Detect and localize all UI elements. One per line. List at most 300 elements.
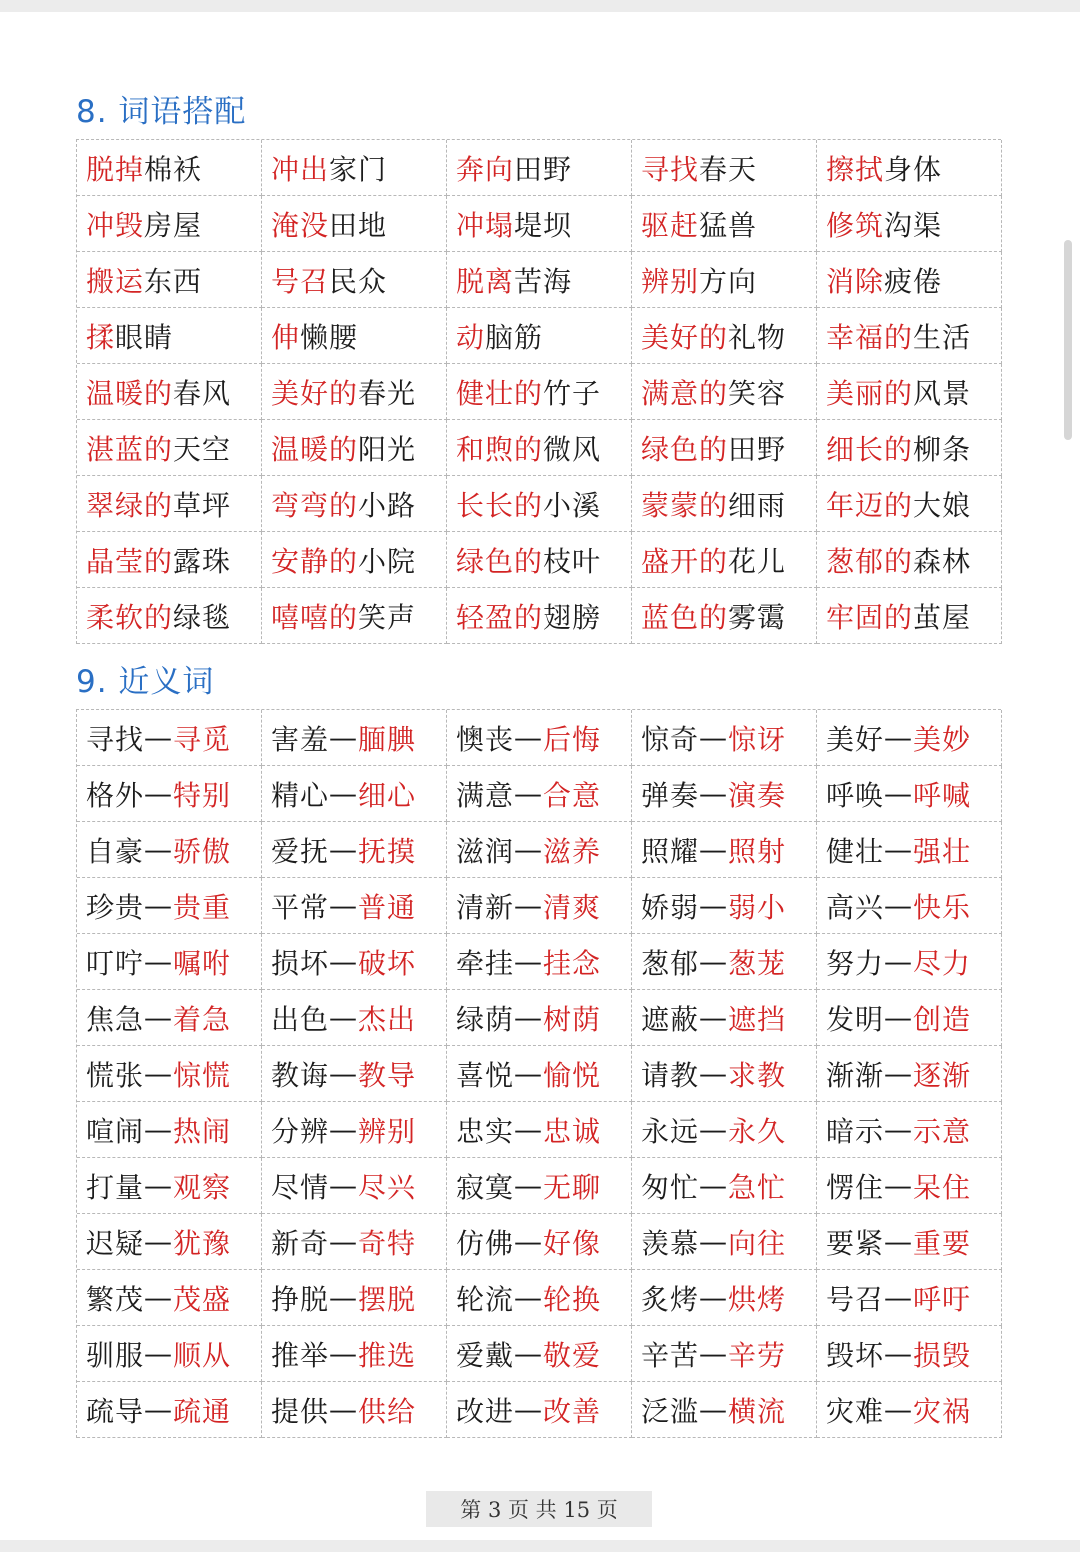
synonym-match: 推选 bbox=[358, 1338, 417, 1372]
synonym-match: 葱茏 bbox=[728, 946, 787, 980]
collocation-table bbox=[76, 139, 1001, 644]
collocation-cell bbox=[262, 476, 447, 532]
collocation-modifier: 安静的 bbox=[271, 544, 359, 578]
collocation-cell bbox=[817, 140, 1002, 196]
synonym-separator: — bbox=[699, 1001, 729, 1034]
synonym-match: 合意 bbox=[543, 778, 602, 812]
collocation-cell bbox=[447, 532, 632, 588]
synonym-match: 滋养 bbox=[543, 834, 602, 868]
collocation-modifier: 幸福的 bbox=[826, 320, 914, 354]
synonym-word: 娇弱 bbox=[641, 890, 700, 924]
synonym-word: 灾难 bbox=[826, 1394, 885, 1428]
synonym-word: 精心 bbox=[271, 778, 330, 812]
collocation-modifier: 温暖的 bbox=[271, 432, 359, 466]
synonym-word: 尽情 bbox=[271, 1170, 330, 1204]
synonym-word: 寻找 bbox=[86, 722, 145, 756]
synonym-cell bbox=[632, 878, 817, 934]
collocation-noun: 雾霭 bbox=[728, 600, 787, 634]
synonym-word: 喧闹 bbox=[86, 1114, 145, 1148]
synonym-word: 分辨 bbox=[271, 1114, 330, 1148]
synonym-separator: — bbox=[329, 1225, 359, 1258]
synonym-cell bbox=[77, 934, 262, 990]
synonym-match: 创造 bbox=[913, 1002, 972, 1036]
synonym-word: 暗示 bbox=[826, 1114, 885, 1148]
synonym-cell bbox=[77, 1158, 262, 1214]
collocation-modifier: 盛开的 bbox=[641, 544, 729, 578]
collocation-cell bbox=[632, 532, 817, 588]
synonym-word: 懊丧 bbox=[456, 722, 515, 756]
synonym-separator: — bbox=[144, 889, 174, 922]
collocation-noun: 茧屋 bbox=[913, 600, 972, 634]
synonym-cell bbox=[447, 1214, 632, 1270]
synonym-separator: — bbox=[144, 1057, 174, 1090]
synonym-match: 犹豫 bbox=[173, 1226, 232, 1260]
synonym-separator: — bbox=[699, 1169, 729, 1202]
collocation-noun: 民众 bbox=[329, 264, 388, 298]
synonym-word: 教诲 bbox=[271, 1058, 330, 1092]
synonym-cell bbox=[262, 1158, 447, 1214]
collocation-cell bbox=[447, 140, 632, 196]
synonym-cell bbox=[77, 990, 262, 1046]
collocation-modifier: 修筑 bbox=[826, 208, 885, 242]
synonym-match: 损毁 bbox=[913, 1338, 972, 1372]
synonym-word: 惊奇 bbox=[641, 722, 700, 756]
synonym-cell bbox=[447, 1270, 632, 1326]
synonym-match: 尽兴 bbox=[358, 1170, 417, 1204]
synonym-match: 呼喊 bbox=[913, 778, 972, 812]
collocation-cell bbox=[817, 420, 1002, 476]
synonym-word: 焦急 bbox=[86, 1002, 145, 1036]
synonym-separator: — bbox=[329, 1337, 359, 1370]
synonym-separator: — bbox=[514, 889, 544, 922]
collocation-modifier: 冲塌 bbox=[456, 208, 515, 242]
synonym-cell bbox=[447, 766, 632, 822]
synonym-match: 快乐 bbox=[913, 890, 972, 924]
synonym-separator: — bbox=[884, 945, 914, 978]
synonym-cell bbox=[447, 934, 632, 990]
synonym-table bbox=[76, 709, 1001, 1438]
synonym-word: 永远 bbox=[641, 1114, 700, 1148]
synonym-separator: — bbox=[884, 889, 914, 922]
synonym-word: 忠实 bbox=[456, 1114, 515, 1148]
synonym-cell bbox=[77, 766, 262, 822]
collocation-cell bbox=[447, 196, 632, 252]
collocation-noun: 田野 bbox=[514, 152, 573, 186]
collocation-modifier: 满意的 bbox=[641, 376, 729, 410]
synonym-word: 仿佛 bbox=[456, 1226, 515, 1260]
synonym-match: 后悔 bbox=[543, 722, 602, 756]
synonym-word: 高兴 bbox=[826, 890, 885, 924]
collocation-cell bbox=[77, 532, 262, 588]
collocation-cell bbox=[262, 532, 447, 588]
synonym-match: 逐渐 bbox=[913, 1058, 972, 1092]
synonym-word: 损坏 bbox=[271, 946, 330, 980]
synonym-cell bbox=[447, 1382, 632, 1438]
synonym-cell bbox=[262, 1046, 447, 1102]
synonym-word: 照耀 bbox=[641, 834, 700, 868]
collocation-cell bbox=[77, 308, 262, 364]
synonym-word: 愣住 bbox=[826, 1170, 885, 1204]
synonym-cell bbox=[447, 990, 632, 1046]
collocation-modifier: 绿色的 bbox=[641, 432, 729, 466]
synonym-cell bbox=[817, 990, 1002, 1046]
scrollbar[interactable] bbox=[1064, 240, 1072, 440]
synonym-cell bbox=[262, 1326, 447, 1382]
synonym-word: 号召 bbox=[826, 1282, 885, 1316]
synonym-word: 葱郁 bbox=[641, 946, 700, 980]
collocation-noun: 笑声 bbox=[358, 600, 417, 634]
synonym-separator: — bbox=[699, 833, 729, 866]
collocation-cell bbox=[632, 364, 817, 420]
collocation-modifier: 晶莹的 bbox=[86, 544, 174, 578]
synonym-match: 特别 bbox=[173, 778, 232, 812]
collocation-modifier: 细长的 bbox=[826, 432, 914, 466]
collocation-cell bbox=[262, 588, 447, 644]
synonym-separator: — bbox=[144, 1337, 174, 1370]
collocation-noun: 苦海 bbox=[514, 264, 573, 298]
synonym-word: 迟疑 bbox=[86, 1226, 145, 1260]
synonym-separator: — bbox=[514, 1057, 544, 1090]
synonym-word: 繁茂 bbox=[86, 1282, 145, 1316]
synonym-word: 出色 bbox=[271, 1002, 330, 1036]
collocation-cell bbox=[77, 364, 262, 420]
collocation-modifier: 柔软的 bbox=[86, 600, 174, 634]
synonym-cell bbox=[632, 1270, 817, 1326]
synonym-separator: — bbox=[329, 833, 359, 866]
synonym-cell bbox=[632, 1158, 817, 1214]
collocation-noun: 绿毯 bbox=[173, 600, 232, 634]
section-8-title: 8. 词语搭配 bbox=[76, 94, 247, 130]
synonym-cell bbox=[632, 822, 817, 878]
synonym-match: 美妙 bbox=[913, 722, 972, 756]
synonym-match: 横流 bbox=[728, 1394, 787, 1428]
synonym-match: 细心 bbox=[358, 778, 417, 812]
synonym-match: 向往 bbox=[728, 1226, 787, 1260]
synonym-word: 挣脱 bbox=[271, 1282, 330, 1316]
synonym-word: 自豪 bbox=[86, 834, 145, 868]
synonym-separator: — bbox=[144, 945, 174, 978]
synonym-match: 改善 bbox=[543, 1394, 602, 1428]
collocation-modifier: 美好的 bbox=[271, 376, 359, 410]
synonym-match: 杰出 bbox=[358, 1002, 417, 1036]
collocation-cell bbox=[77, 252, 262, 308]
synonym-word: 喜悦 bbox=[456, 1058, 515, 1092]
synonym-word: 绿荫 bbox=[456, 1002, 515, 1036]
synonym-separator: — bbox=[699, 721, 729, 754]
collocation-cell bbox=[262, 308, 447, 364]
synonym-match: 无聊 bbox=[543, 1170, 602, 1204]
synonym-separator: — bbox=[514, 833, 544, 866]
synonym-cell bbox=[817, 878, 1002, 934]
synonym-word: 驯服 bbox=[86, 1338, 145, 1372]
collocation-cell bbox=[262, 196, 447, 252]
synonym-separator: — bbox=[514, 945, 544, 978]
synonym-separator: — bbox=[514, 1393, 544, 1426]
synonym-word: 珍贵 bbox=[86, 890, 145, 924]
synonym-separator: — bbox=[144, 1113, 174, 1146]
collocation-cell bbox=[262, 252, 447, 308]
collocation-modifier: 擦拭 bbox=[826, 152, 885, 186]
synonym-separator: — bbox=[884, 1337, 914, 1370]
collocation-noun: 懒腰 bbox=[300, 320, 359, 354]
collocation-noun: 枝叶 bbox=[543, 544, 602, 578]
collocation-cell bbox=[447, 420, 632, 476]
collocation-cell bbox=[447, 588, 632, 644]
synonym-separator: — bbox=[144, 1393, 174, 1426]
synonym-cell bbox=[632, 934, 817, 990]
collocation-cell bbox=[447, 308, 632, 364]
synonym-word: 渐渐 bbox=[826, 1058, 885, 1092]
synonym-cell bbox=[632, 710, 817, 766]
synonym-cell bbox=[817, 1326, 1002, 1382]
synonym-match: 顺从 bbox=[173, 1338, 232, 1372]
collocation-modifier: 嘻嘻的 bbox=[271, 600, 359, 634]
synonym-word: 发明 bbox=[826, 1002, 885, 1036]
synonym-word: 滋润 bbox=[456, 834, 515, 868]
collocation-noun: 阳光 bbox=[358, 432, 417, 466]
synonym-match: 观察 bbox=[173, 1170, 232, 1204]
synonym-match: 惊讶 bbox=[728, 722, 787, 756]
synonym-word: 羡慕 bbox=[641, 1226, 700, 1260]
synonym-match: 茂盛 bbox=[173, 1282, 232, 1316]
synonym-separator: — bbox=[884, 1057, 914, 1090]
synonym-match: 强壮 bbox=[913, 834, 972, 868]
collocation-noun: 东西 bbox=[144, 264, 203, 298]
collocation-modifier: 寻找 bbox=[641, 152, 700, 186]
synonym-match: 演奏 bbox=[728, 778, 787, 812]
synonym-word: 健壮 bbox=[826, 834, 885, 868]
synonym-match: 灾祸 bbox=[913, 1394, 972, 1428]
collocation-noun: 疲倦 bbox=[884, 264, 943, 298]
synonym-cell bbox=[817, 1158, 1002, 1214]
synonym-cell bbox=[262, 766, 447, 822]
collocation-modifier: 奔向 bbox=[456, 152, 515, 186]
synonym-match: 腼腆 bbox=[358, 722, 417, 756]
synonym-cell bbox=[262, 1382, 447, 1438]
synonym-match: 奇特 bbox=[358, 1226, 417, 1260]
synonym-separator: — bbox=[884, 777, 914, 810]
collocation-noun: 眼睛 bbox=[115, 320, 174, 354]
synonym-separator: — bbox=[329, 889, 359, 922]
synonym-match: 敬爱 bbox=[543, 1338, 602, 1372]
collocation-noun: 风景 bbox=[913, 376, 972, 410]
page-indicator: 第 3 页 共 15 页 bbox=[426, 1491, 652, 1527]
collocation-cell bbox=[632, 476, 817, 532]
synonym-separator: — bbox=[329, 721, 359, 754]
collocation-cell bbox=[632, 308, 817, 364]
collocation-cell bbox=[817, 532, 1002, 588]
synonym-match: 烘烤 bbox=[728, 1282, 787, 1316]
synonym-separator: — bbox=[884, 1169, 914, 1202]
synonym-match: 弱小 bbox=[728, 890, 787, 924]
collocation-cell bbox=[262, 364, 447, 420]
collocation-modifier: 绿色的 bbox=[456, 544, 544, 578]
collocation-cell bbox=[817, 196, 1002, 252]
synonym-cell bbox=[77, 822, 262, 878]
synonym-cell bbox=[262, 878, 447, 934]
synonym-match: 遮挡 bbox=[728, 1002, 787, 1036]
synonym-word: 疏导 bbox=[86, 1394, 145, 1428]
synonym-word: 爱戴 bbox=[456, 1338, 515, 1372]
synonym-cell bbox=[262, 934, 447, 990]
collocation-noun: 春天 bbox=[699, 152, 758, 186]
synonym-match: 辛劳 bbox=[728, 1338, 787, 1372]
collocation-noun: 小院 bbox=[358, 544, 417, 578]
synonym-word: 毁坏 bbox=[826, 1338, 885, 1372]
synonym-separator: — bbox=[884, 1113, 914, 1146]
collocation-noun: 脑筋 bbox=[485, 320, 544, 354]
synonym-match: 抚摸 bbox=[358, 834, 417, 868]
synonym-separator: — bbox=[144, 1225, 174, 1258]
collocation-modifier: 动 bbox=[456, 320, 486, 354]
synonym-separator: — bbox=[144, 1281, 174, 1314]
synonym-match: 永久 bbox=[728, 1114, 787, 1148]
synonym-separator: — bbox=[329, 1001, 359, 1034]
synonym-match: 重要 bbox=[913, 1226, 972, 1260]
collocation-modifier: 脱离 bbox=[456, 264, 515, 298]
synonym-separator: — bbox=[144, 721, 174, 754]
synonym-match: 尽力 bbox=[913, 946, 972, 980]
collocation-noun: 天空 bbox=[173, 432, 232, 466]
synonym-word: 匆忙 bbox=[641, 1170, 700, 1204]
synonym-cell bbox=[447, 1326, 632, 1382]
collocation-cell bbox=[77, 476, 262, 532]
synonym-match: 急忙 bbox=[728, 1170, 787, 1204]
collocation-noun: 堤坝 bbox=[514, 208, 573, 242]
collocation-modifier: 驱赶 bbox=[641, 208, 700, 242]
synonym-cell bbox=[77, 1102, 262, 1158]
synonym-cell bbox=[262, 1102, 447, 1158]
collocation-noun: 猛兽 bbox=[699, 208, 758, 242]
collocation-noun: 春光 bbox=[358, 376, 417, 410]
synonym-match: 疏通 bbox=[173, 1394, 232, 1428]
collocation-modifier: 辨别 bbox=[641, 264, 700, 298]
synonym-match: 热闹 bbox=[173, 1114, 232, 1148]
synonym-separator: — bbox=[884, 1393, 914, 1426]
synonym-separator: — bbox=[699, 777, 729, 810]
collocation-modifier: 美丽的 bbox=[826, 376, 914, 410]
collocation-cell bbox=[817, 588, 1002, 644]
synonym-cell bbox=[817, 934, 1002, 990]
synonym-cell bbox=[632, 1214, 817, 1270]
synonym-word: 满意 bbox=[456, 778, 515, 812]
synonym-match: 轮换 bbox=[543, 1282, 602, 1316]
synonym-cell bbox=[77, 878, 262, 934]
synonym-cell bbox=[262, 1270, 447, 1326]
synonym-separator: — bbox=[144, 777, 174, 810]
collocation-noun: 细雨 bbox=[728, 488, 787, 522]
synonym-word: 提供 bbox=[271, 1394, 330, 1428]
collocation-noun: 露珠 bbox=[173, 544, 232, 578]
synonym-separator: — bbox=[699, 1337, 729, 1370]
collocation-noun: 小路 bbox=[358, 488, 417, 522]
collocation-cell bbox=[632, 196, 817, 252]
synonym-cell bbox=[77, 1214, 262, 1270]
synonym-cell bbox=[77, 1326, 262, 1382]
synonym-separator: — bbox=[514, 1169, 544, 1202]
collocation-noun: 笑容 bbox=[728, 376, 787, 410]
synonym-cell bbox=[632, 1326, 817, 1382]
collocation-modifier: 搬运 bbox=[86, 264, 145, 298]
collocation-noun: 方向 bbox=[699, 264, 758, 298]
synonym-word: 叮咛 bbox=[86, 946, 145, 980]
synonym-separator: — bbox=[699, 889, 729, 922]
synonym-match: 着急 bbox=[173, 1002, 232, 1036]
synonym-separator: — bbox=[144, 1169, 174, 1202]
synonym-cell bbox=[447, 1158, 632, 1214]
collocation-cell bbox=[632, 140, 817, 196]
synonym-match: 摆脱 bbox=[358, 1282, 417, 1316]
synonym-cell bbox=[447, 822, 632, 878]
collocation-noun: 家门 bbox=[329, 152, 388, 186]
synonym-separator: — bbox=[514, 721, 544, 754]
synonym-separator: — bbox=[884, 721, 914, 754]
collocation-modifier: 温暖的 bbox=[86, 376, 174, 410]
synonym-word: 弹奏 bbox=[641, 778, 700, 812]
collocation-modifier: 伸 bbox=[271, 320, 301, 354]
synonym-word: 慌张 bbox=[86, 1058, 145, 1092]
synonym-match: 挂念 bbox=[543, 946, 602, 980]
collocation-modifier: 翠绿的 bbox=[86, 488, 174, 522]
collocation-cell bbox=[262, 420, 447, 476]
synonym-word: 清新 bbox=[456, 890, 515, 924]
synonym-separator: — bbox=[884, 833, 914, 866]
synonym-word: 爱抚 bbox=[271, 834, 330, 868]
collocation-noun: 花儿 bbox=[728, 544, 787, 578]
collocation-noun: 柳条 bbox=[913, 432, 972, 466]
synonym-cell bbox=[817, 1214, 1002, 1270]
collocation-noun: 微风 bbox=[543, 432, 602, 466]
collocation-cell bbox=[817, 364, 1002, 420]
synonym-cell bbox=[632, 990, 817, 1046]
collocation-modifier: 揉 bbox=[86, 320, 116, 354]
collocation-noun: 翅膀 bbox=[543, 600, 602, 634]
collocation-cell bbox=[632, 252, 817, 308]
synonym-word: 请教 bbox=[641, 1058, 700, 1092]
synonym-word: 努力 bbox=[826, 946, 885, 980]
synonym-separator: — bbox=[329, 1057, 359, 1090]
collocation-noun: 大娘 bbox=[913, 488, 972, 522]
synonym-word: 改进 bbox=[456, 1394, 515, 1428]
collocation-noun: 田地 bbox=[329, 208, 388, 242]
synonym-cell bbox=[447, 710, 632, 766]
synonym-cell bbox=[632, 1102, 817, 1158]
collocation-modifier: 轻盈的 bbox=[456, 600, 544, 634]
synonym-match: 照射 bbox=[728, 834, 787, 868]
synonym-match: 破坏 bbox=[358, 946, 417, 980]
synonym-separator: — bbox=[514, 1225, 544, 1258]
synonym-match: 好像 bbox=[543, 1226, 602, 1260]
collocation-cell bbox=[817, 476, 1002, 532]
synonym-match: 辨别 bbox=[358, 1114, 417, 1148]
synonym-separator: — bbox=[329, 1393, 359, 1426]
synonym-match: 嘱咐 bbox=[173, 946, 232, 980]
synonym-cell bbox=[632, 766, 817, 822]
synonym-cell bbox=[262, 1214, 447, 1270]
synonym-word: 美好 bbox=[826, 722, 885, 756]
synonym-separator: — bbox=[699, 1113, 729, 1146]
synonym-word: 遮蔽 bbox=[641, 1002, 700, 1036]
synonym-cell bbox=[817, 1102, 1002, 1158]
collocation-cell bbox=[447, 476, 632, 532]
synonym-separator: — bbox=[329, 945, 359, 978]
synonym-cell bbox=[447, 878, 632, 934]
collocation-modifier: 健壮的 bbox=[456, 376, 544, 410]
synonym-word: 新奇 bbox=[271, 1226, 330, 1260]
collocation-modifier: 年迈的 bbox=[826, 488, 914, 522]
collocation-cell bbox=[817, 308, 1002, 364]
collocation-noun: 竹子 bbox=[543, 376, 602, 410]
